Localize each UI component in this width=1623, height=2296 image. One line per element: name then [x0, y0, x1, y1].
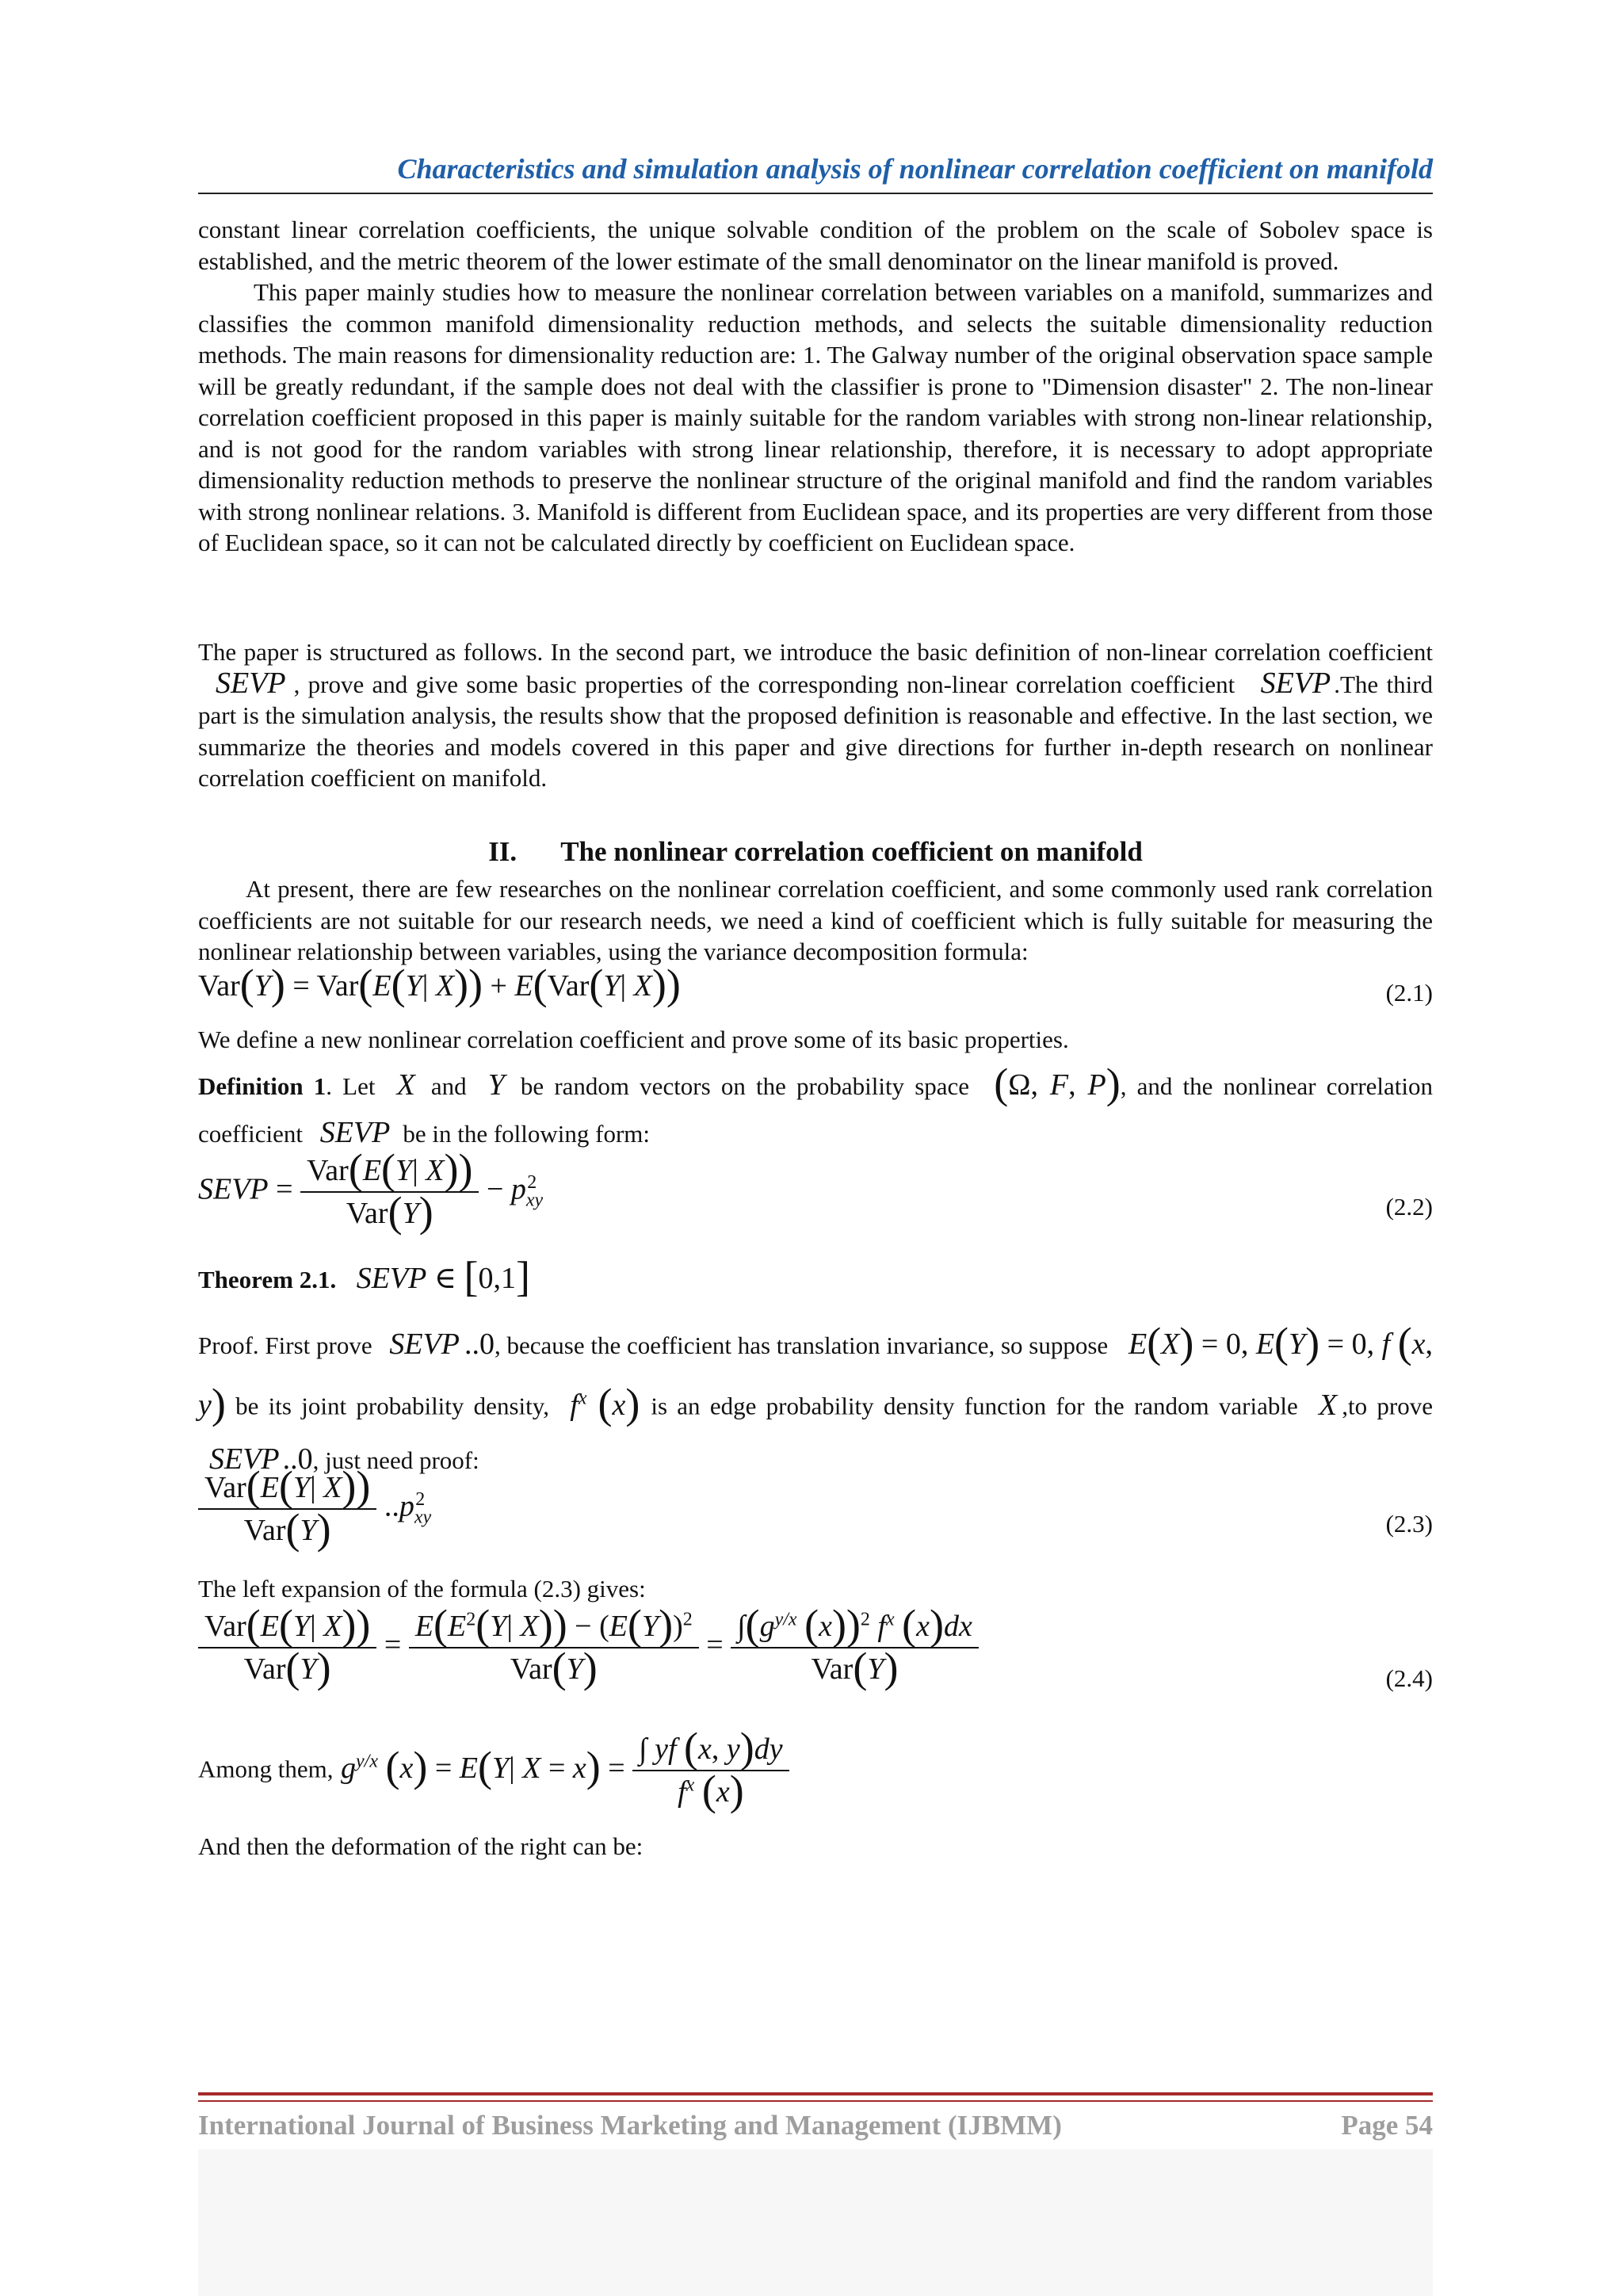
running-header: Characteristics and simulation analysis of nonlinear correlation coefficient on manifold	[397, 153, 1433, 185]
fraction: $\frac{\text{Var(E(Y| X))}}{\text{Var(Y)}}$	[198, 1609, 376, 1687]
left-expansion-sentence: The left expansion of the formula (2.3) gives:	[198, 1575, 646, 1603]
section-title: The nonlinear correlation coefficient on manifold	[560, 836, 1143, 867]
footer	[198, 2110, 1433, 2141]
left-expansion-text	[198, 1573, 1433, 1605]
proof-part-b: , because the coefficient has translation invariance, so suppose	[495, 1331, 1109, 1359]
intro-paragraph-3	[198, 636, 1433, 794]
probability-space: (Ω, F, P)	[994, 1060, 1121, 1107]
intro-text	[198, 214, 1433, 559]
among-them-label: Among them,	[198, 1755, 334, 1783]
proof-part-e: ,to prove	[1342, 1392, 1433, 1420]
deformation-text	[198, 1831, 1433, 1862]
intro-paragraph-1: constant linear correlation coefficients, the unique solvable condition of the problem on the scale of Sobolev space is established, and the metric theorem of the lower estimate of the small denominator on the linear manifold is proved.	[198, 216, 1433, 275]
fraction: $\frac{\text{Var(E(Y| X))}}{\text{Var(Y)}}$	[198, 1470, 376, 1548]
definition-text-a: . Let	[326, 1072, 376, 1100]
footer-page-number: Page 54	[1341, 2110, 1433, 2141]
section-heading	[198, 836, 1433, 868]
fraction: $\frac{\int yf (x, y)dy}{f^x (x)}$	[632, 1732, 789, 1809]
fraction: $\frac{\int(g^{y/x} (x))^2 f^x (x)dx}{\text{Var(Y)}}$	[731, 1609, 979, 1687]
equation-number-2-2: (2.2)	[1385, 1193, 1433, 1221]
definition-and: and	[430, 1072, 467, 1100]
section-paragraph-1	[198, 873, 1433, 968]
proof-part-a: Proof. First prove	[198, 1331, 372, 1359]
definition-1	[198, 1062, 1433, 1157]
var-x: X	[396, 1068, 415, 1102]
section-number: II.	[488, 836, 517, 867]
among-them-line: Among them, $g^{y/x}$ (x) = E(Y| X = x) = $\frac{\int yf (x, y)dy}{f^x (x)}$	[198, 1732, 1433, 1809]
equation-number-2-3: (2.3)	[1385, 1510, 1433, 1538]
theorem-2-1: Theorem 2.1. SEVP ∈ [0,1]	[198, 1253, 530, 1301]
equation-2-3: $\frac{\text{Var(E(Y| X))}}{\text{Var(Y)}}$ $..p_{xy}^2$	[198, 1470, 1433, 1548]
definition-label: Definition 1	[198, 1072, 327, 1100]
footer-shade	[198, 2149, 1433, 2296]
fraction: $\frac{\text{Var(E(Y| X))}}{\text{Var(Y)}}$	[300, 1153, 479, 1231]
fraction: $\frac{E(E^2(Y| X)) - (E(Y))^2}{\text{Var(Y)}}$	[409, 1609, 699, 1687]
definition-text-b: be random vectors on the probability space	[520, 1072, 970, 1100]
intro-p3-part-b: , prove and give some basic properties of the corresponding non-linear correlation coefficient	[293, 670, 1235, 698]
equation-2-4: $\frac{\text{Var(E(Y| X))}}{\text{Var(Y)}}$ = $\frac{E(E^2(Y| X)) - (E(Y))^2}{\text{Var(Y)}}$ = $\frac{\int(g^{y/x} (x))^2 f^x (x)dx}{\text{Var(Y)}}$	[198, 1609, 1433, 1687]
var-y: Y	[487, 1068, 505, 1102]
sevp-symbol: SEVP	[319, 1116, 391, 1149]
sevp-ge-0: SEVP	[389, 1328, 460, 1361]
sevp-symbol: SEVP	[1260, 666, 1331, 700]
footer-journal: International Journal of Business Marketing and Management (IJBMM)	[198, 2110, 1062, 2141]
intro-p3-part-c: .The third part is the simulation analysis, the results show that the proposed definition is reasonable and effective. In the last section, we summarize the theories and models covered in this paper and give directions for further in-depth research on nonlinear correlation coefficient on manifold.	[198, 670, 1434, 792]
equation-2-1: Var(Y) = Var(E(Y| X)) + E(Var(Y| X))	[198, 961, 681, 1008]
proof-text: Proof. First prove SEVP ..0, because the coefficient has translation invariance, so suppose E(X) = 0, E(Y) = 0, f (x, y) be its joint probability density, $f^x$ (x) is an edge probability density function for the random variable X ,to prove SEVP ..0, just need proof:	[198, 1319, 1434, 1476]
equation-number-2-1: (2.1)	[1385, 979, 1433, 1007]
after-equation-1-text	[198, 1024, 1433, 1056]
intro-paragraph-2: This paper mainly studies how to measure the nonlinear correlation between variables on a manifold, summarizes and classifies the common manifold dimensionality reduction methods, and selects the suitable dimensionality reduction methods. The main reasons for dimensionality reduction are: 1. The Galway number of the original observation space sample will be greatly redundant, if the sample does not deal with the classifier is prone to "Dimension disaster" 2. The non-linear correlation coefficient proposed in this paper is mainly suitable for the random variables with strong non-linear relationship, and is not good for the random variables with strong linear relationship, therefore, it is necessary to adopt appropriate dimensionality reduction methods to preserve the nonlinear structure of the original manifold and find the random variables with strong nonlinear relations. 3. Manifold is different from Euclidean space, and its properties are very different from those of Euclidean space, so it can not be calculated directly by coefficient on Euclidean space.	[198, 278, 1433, 556]
equation-2-2: SEVP = $\frac{\text{Var(E(Y| X))}}{\text{Var(Y)}}$ − $p_{xy}^2$	[198, 1145, 544, 1236]
footer-rule-thick	[198, 2092, 1433, 2095]
after-eq1-text: We define a new nonlinear correlation coefficient and prove some of its basic properties.	[198, 1026, 1069, 1053]
intro-p3-part-a: The paper is structured as follows. In the second part, we introduce the basic definition of non-linear correlation coefficient	[198, 638, 1433, 666]
section-p1-text: At present, there are few researches on the nonlinear correlation coefficient, and some commonly used rank correlation coefficients are not suitable for our research needs, we need a kind of coefficient which is fully suitable for measuring the nonlinear relationship between variables, using the variance decomposition formula:	[198, 875, 1433, 965]
footer-rule-thin	[198, 2100, 1433, 2102]
equation-number-2-4: (2.4)	[1385, 1664, 1433, 1692]
sevp-symbol: SEVP	[216, 666, 286, 700]
proof-part-f: , just need proof:	[312, 1446, 479, 1474]
proof-part-d: is an edge probability density function for the random variable	[651, 1392, 1298, 1420]
definition-text-d: be in the following form:	[403, 1120, 651, 1148]
deformation-sentence: And then the deformation of the right can be:	[198, 1832, 643, 1860]
proof-part-c: be its joint probability density,	[235, 1392, 549, 1420]
header-rule	[198, 193, 1433, 194]
definition-text-c: , and the nonlinear correlation coefficient	[198, 1072, 1434, 1148]
theorem-label: Theorem 2.1.	[198, 1266, 337, 1293]
